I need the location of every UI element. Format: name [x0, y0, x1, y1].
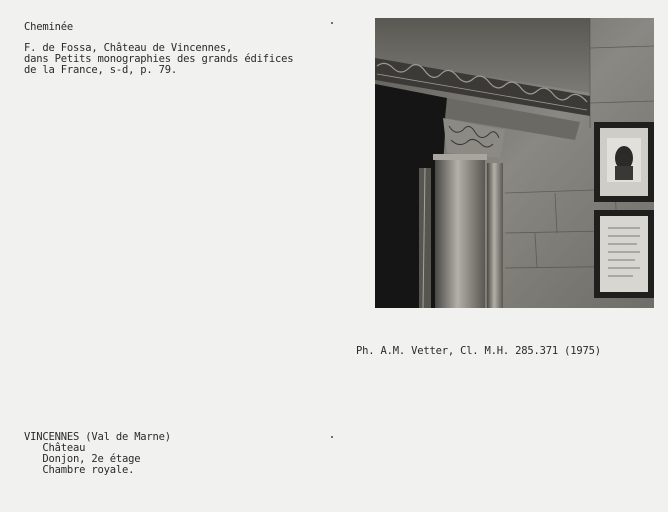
fireplace-photograph	[375, 18, 654, 308]
location-line-2: Château	[24, 442, 86, 454]
location-line-4: Chambre royale.	[24, 464, 135, 476]
punch-mark-bottom	[331, 436, 333, 438]
location-line-3: Donjon, 2e étage	[24, 453, 141, 465]
reference-line-3: de la France, s-d, p. 79.	[24, 64, 178, 76]
reference-line-1: F. de Fossa, Château de Vincennes,	[24, 42, 233, 54]
fireplace-photo-drawing	[375, 18, 654, 308]
location-line-1: VINCENNES (Val de Marne)	[24, 431, 171, 443]
card-title: Cheminée	[24, 21, 73, 33]
punch-mark-top	[331, 22, 333, 24]
photo-credit: Ph. A.M. Vetter, Cl. M.H. 285.371 (1975)	[356, 345, 601, 357]
reference-line-2: dans Petits monographies des grands édifices	[24, 53, 294, 65]
